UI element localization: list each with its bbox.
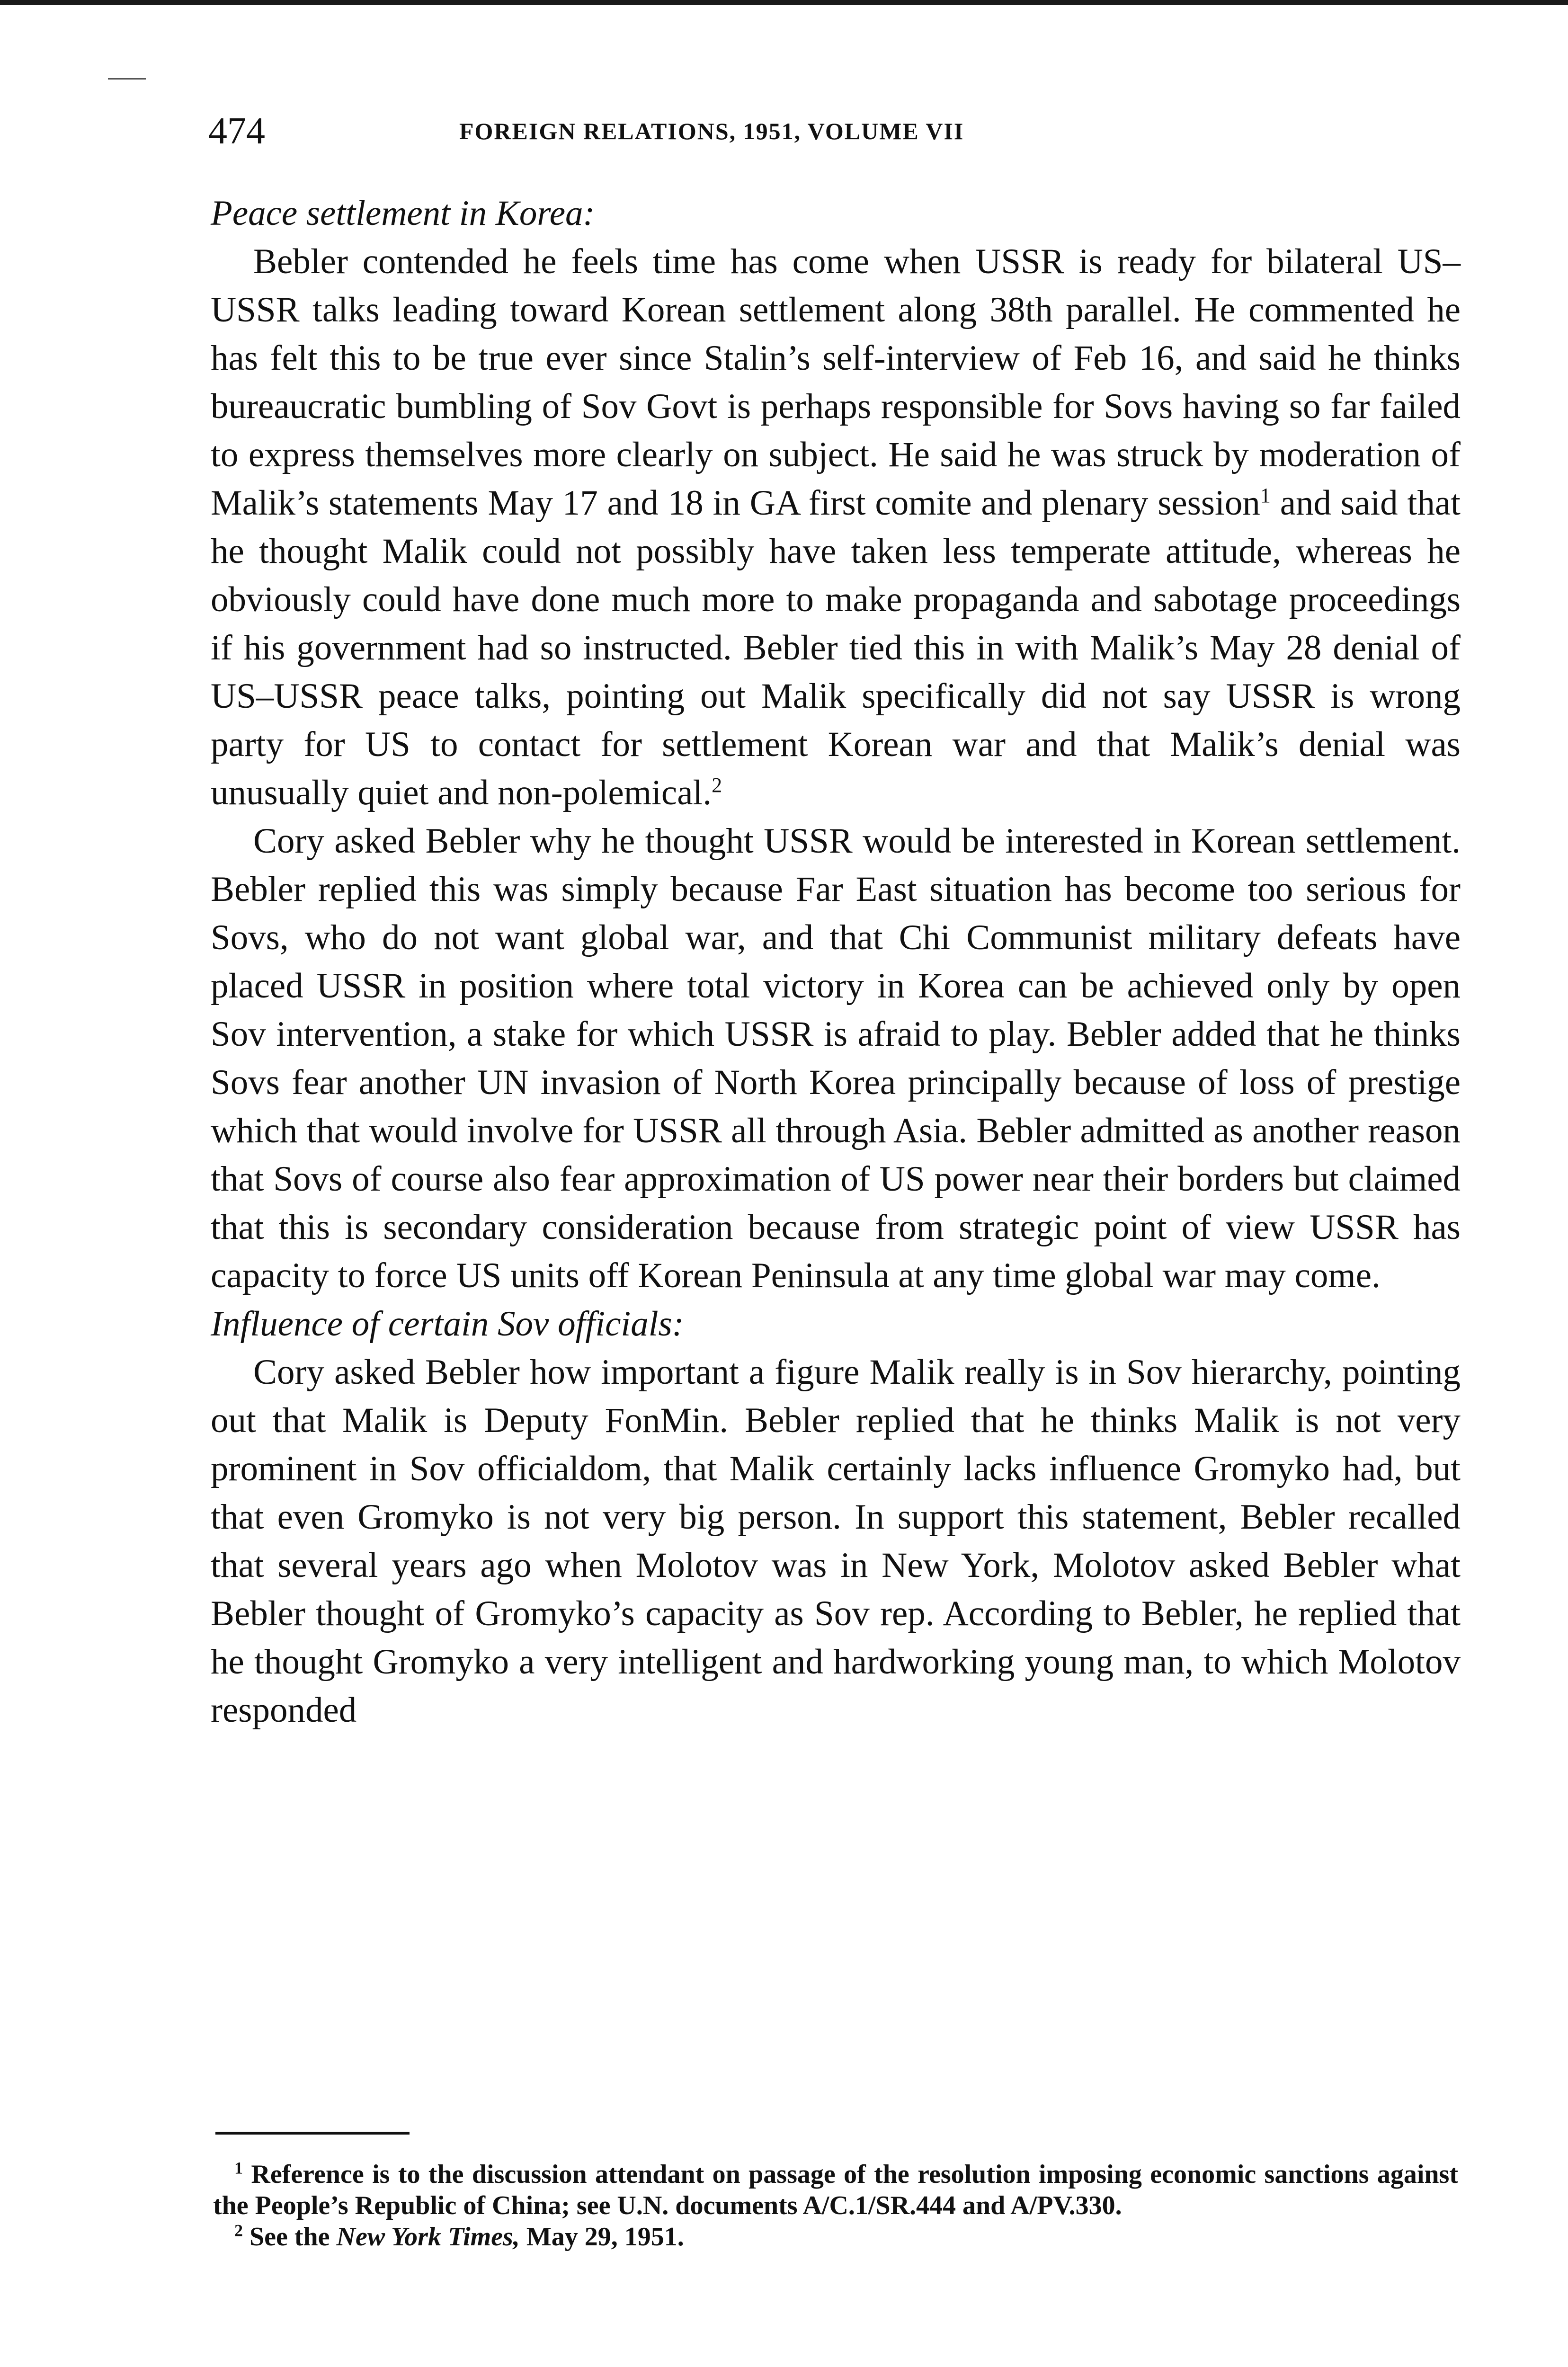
scan-top-border: [0, 0, 1568, 5]
section-heading-influence-sov-officials: Influence of certain Sov officials:: [211, 1304, 684, 1344]
paragraph-text: Bebler contended he feels time has come when USSR is ready for bilateral US–USSR talks leading toward Korean settlement along 38th parallel. He commented he has felt this to be true ever since Stalin’s self-interview of Feb 16, and said he thinks bureaucratic bumbling of Sov Govt is perhaps responsible for Sovs having so far failed to express themselves more clearly on subject. He said he was struck by moderation of Malik’s statements May 17 and 18 in GA first comite and plenary session: [211, 242, 1461, 523]
footnotes: [213, 2159, 1458, 2252]
footnote-text: Reference is to the discussion attendant on passage of the resolution imposing economic sanctions against the People’s Republic of China; see U.N. documents A/C.1/SR.444 and A/PV.330.: [213, 2160, 1458, 2220]
footnote-text: See the: [249, 2222, 337, 2251]
paragraph-cory-asked-malik: Cory asked Bebler how important a figure Malik really is in Sov hierarchy, pointing out that Malik is Deputy FonMin. Bebler replied that he thinks Malik is not very prominent in Sov officialdom, that Malik certainly lacks influence Gromyko had, but that even Gromyko is not very big person. In support this statement, Bebler recalled that several years ago when Molotov was in New York, Molotov asked Bebler what Bebler thought of Gromyko’s capacity as Sov rep. According to Bebler, he replied that he thought Gromyko a very intelligent and hardworking young man, to which Molotov responded: [211, 1353, 1461, 1730]
running-head: FOREIGN RELATIONS, 1951, VOLUME VII: [459, 118, 964, 144]
page-header: [208, 105, 1463, 157]
footnote-publication-title: New York Times,: [336, 2222, 520, 2251]
footnote-ref-2[interactable]: 2: [712, 774, 722, 797]
footnote-text: May 29, 1951.: [519, 2222, 684, 2251]
footnote-number: 1: [234, 2158, 243, 2178]
footnote-1: [213, 2159, 1458, 2221]
margin-mark: [108, 78, 146, 80]
footnote-2: [213, 2221, 1458, 2252]
paragraph-cory-asked-korean-settlement: Cory asked Bebler why he thought USSR would be interested in Korean settlement. Bebler replied this was simply because Far East situation has become too serious for Sovs, who do not want global war, and that Chi Communist military defeats have placed USSR in position where total victory in Korea can be achieved only by open Sov intervention, a stake for which USSR is afraid to play. Bebler added that he thinks Sovs fear another UN invasion of North Korea principally because of loss of prestige which that would involve for USSR all through Asia. Bebler admitted as another reason that Sovs of course also fear approximation of US power near their borders but claimed that this is secondary consideration because from strategic point of view USSR has capacity to force US units off Korean Peninsula at any time global war may come.: [211, 821, 1461, 1295]
body-text: [211, 189, 1461, 1735]
footnote-number: 2: [234, 2221, 243, 2240]
paragraph-text: and said that he thought Malik could not possibly have taken less temperate attitude, whereas he obviously could have done much more to make propaganda and sabotage proceedings if his government had so instructed. Bebler tied this in with Malik’s May 28 denial of US–USSR peace talks, pointing out Malik specifically did not say USSR is wrong party for US to contact for settlement Korean war and that Malik’s denial was unusually quiet and non-polemical.: [211, 483, 1461, 812]
page-number: 474: [208, 110, 265, 152]
footnote-divider: [215, 2132, 410, 2135]
section-heading-peace-settlement: Peace settlement in Korea:: [211, 194, 595, 233]
paragraph-bebler-contended: [211, 238, 1461, 817]
footnote-ref-1[interactable]: 1: [1260, 484, 1271, 507]
